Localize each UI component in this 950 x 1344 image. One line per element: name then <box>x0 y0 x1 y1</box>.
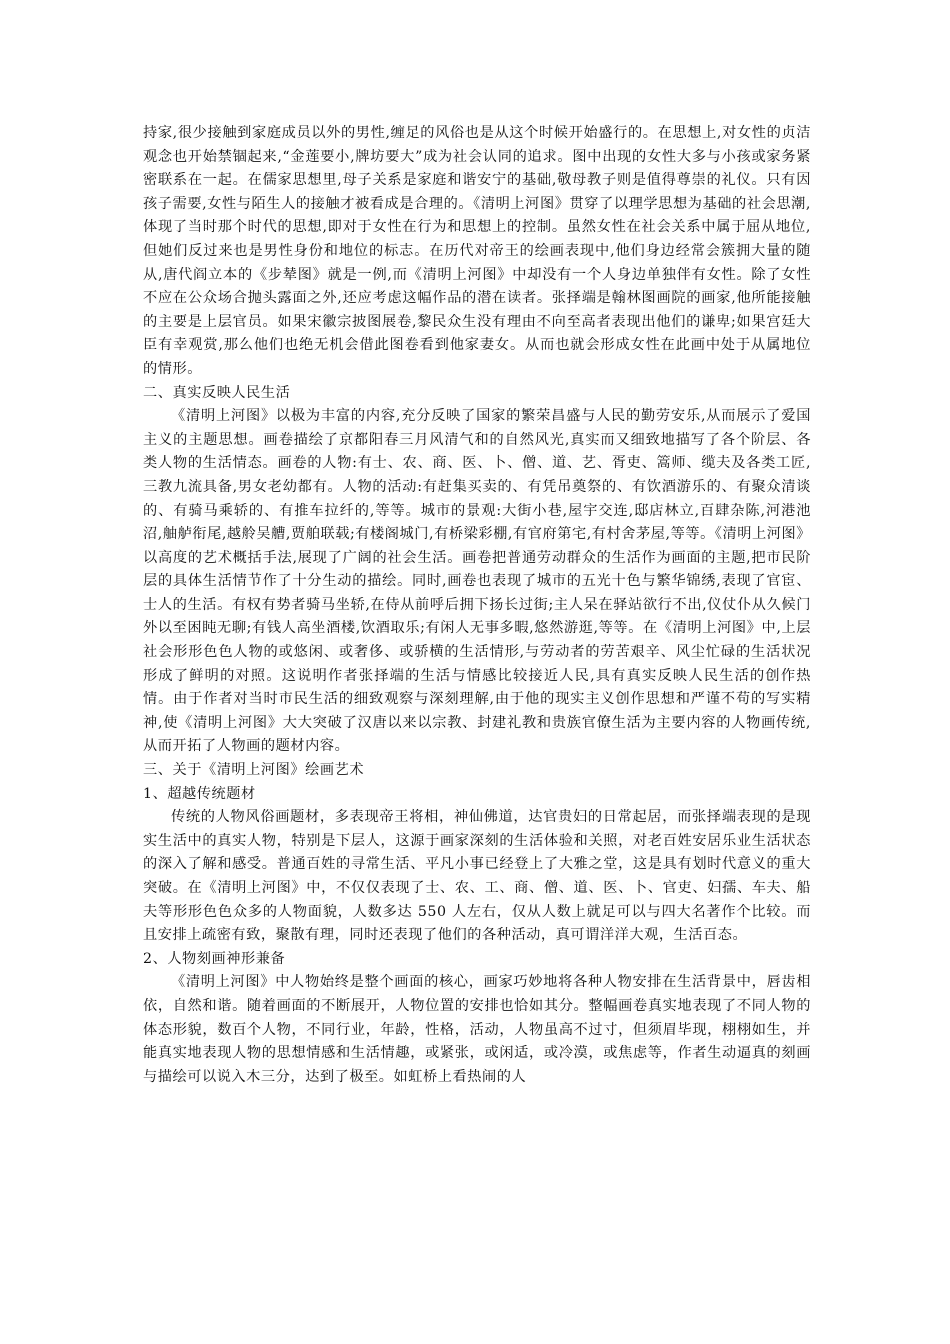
section-heading: 二、真实反映人民生活 <box>143 384 291 401</box>
subsection-heading: 1、超越传统题材 <box>143 785 256 802</box>
section-heading: 三、关于《清明上河图》绘画艺术 <box>143 762 365 779</box>
body-paragraph: 《清明上河图》中人物始终是整个画面的核心，画家巧妙地将各种人物安排在生活背景中，唇齿相依，自然和谐。随着画面的不断展开，人物位置的安排也恰如其分。整幅画卷真实地表现了不同人物的体态形貌，数百个人物，不同行业，年龄，性格，活动，人物虽高不过寸，但须眉毕现，栩栩如生，并能真实地表现人物的思想情感和生活情趣，或紧张，或闲适，或冷漠，或焦虑等，作者生动逼真的刻画与描绘可以说入木三分，达到了极至。如虹桥上看热闹的人 <box>143 974 811 1085</box>
subsection-heading: 2、人物刻画神形兼备 <box>143 950 286 967</box>
body-paragraph: 持家,很少接触到家庭成员以外的男性,缠足的风俗也是从这个时候开始盛行的。在思想上,对女性的贞洁观念也开始禁锢起来,“金莲要小,牌坊要大”成为社会认同的追求。图中出现的女性大多与小孩或家务紧密联系在一起。在儒家思想里,母子关系是家庭和谐安宁的基础,敬母教子则是值得尊崇的礼仪。只有因孩子需要,女性与陌生人的接触才被看成是合理的。《清明上河图》贯穿了以理学思想为基础的社会思潮,体现了当时那个时代的思想,即对于女性在行为和思想上的控制。虽然女性在社会关系中属于屈从地位,但她们反过来也是男性身份和地位的标志。在历代对帝王的绘画表现中,他们身边经常会簇拥大量的随从,唐代阎立本的《步辇图》就是一例,而《清明上河图》中却没有一个人身边单独伴有女性。除了女性不应在公众场合抛头露面之外,还应考虑这幅作品的潜在读者。张择端是翰林图画院的画家,他所能接触的主要是上层官员。如果宋徽宗披图展卷,黎民众生没有理由不向至高者表现出他们的谦卑;如果宫廷大臣有幸观赏,那么他们也绝无机会借此图卷看到他家妻女。从而也就会形成女性在此画中处于从属地位的情形。 <box>143 125 811 377</box>
body-paragraph: 传统的人物风俗画题材，多表现帝王将相，神仙佛道，达官贵妇的日常起居，而张择端表现的是现实生活中的真实人物，特别是下层人，这源于画家深刻的生活体验和关照，对老百姓安居乐业生活状态的深入了解和感受。普通百姓的寻常生活、平凡小事已经登上了大雅之堂，这是具有划时代意义的重大突破。在《清明上河图》中，不仅仅表现了士、农、工、商、僧、道、医、卜、官吏、妇孺、车夫、船夫等形形色色众多的人物面貌，人数多达 550 人左右，仅从人数上就足可以与四大名著作个比较。而且安排上疏密有致，聚散有理，同时还表现了他们的各种活动，真可谓洋洋大观，生活百态。 <box>143 809 811 944</box>
body-paragraph: 《清明上河图》以极为丰富的内容,充分反映了国家的繁荣昌盛与人民的勤劳安乐,从而展示了爱国主义的主题思想。画卷描绘了京都阳春三月风清气和的自然风光,真实而又细致地描写了各个阶层、各类人物的生活情态。画卷的人物:有士、农、商、医、卜、僧、道、艺、胥吏、篙师、缆夫及各类工匠,三教九流具备,男女老幼都有。人物的活动:有赶集买卖的、有凭吊奠祭的、有饮酒游乐的、有聚众清谈的、有骑马乘轿的、有推车拉纤的,等等。城市的景观:大街小巷,屋宇交连,邸店林立,百肆杂陈,河港池沼,舳舻衔尾,越舲吴艚,贾舶联载;有楼阁城门,有桥梁彩棚,有官府第宅,有村舍茅屋,等等。《清明上河图》以高度的艺术概括手法,展现了广阔的社会生活。画卷把普通劳动群众的生活作为画面的主题,把市民阶层的具体生活情节作了十分生动的描绘。同时,画卷也表现了城市的五光十色与繁华锦绣,表现了官宦、士人的生活。有权有势者骑马坐轿,在侍从前呼后拥下扬长过街;主人呆在驿站欲行不出,仪仗仆从久候门外以至困盹无聊;有钱人高坐酒楼,饮酒取乐;有闲人无事多暇,悠然游逛,等等。在《清明上河图》中,上层社会形形色色人物的或悠闲、或奢侈、或骄横的生活情形,与劳动者的劳苦艰辛、风尘忙碌的生活状况形成了鲜明的对照。这说明作者张择端的生活与情感比较接近人民,具有真实反映人民生活的创作热情。由于作者对当时市民生活的细致观察与深刻理解,由于他的现实主义创作思想和严谨不苟的写实精神,使《清明上河图》大大突破了汉唐以来以宗教、封建礼教和贵族官僚生活为主要内容的人物画传统,从而开拓了人物画的题材内容。 <box>143 408 811 755</box>
document-page <box>143 122 811 1089</box>
